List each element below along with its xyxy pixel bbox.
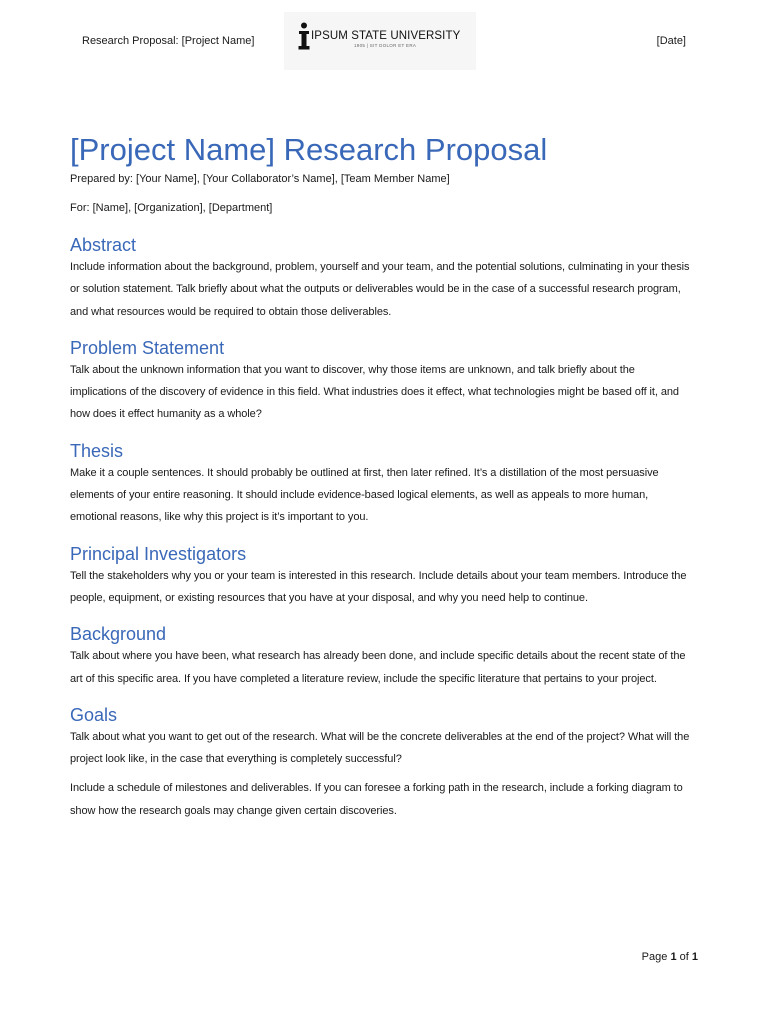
logo-tagline: 1905 | SIT DOLOR ET ERA bbox=[354, 43, 417, 48]
header-document-title: Research Proposal: [Project Name] bbox=[82, 35, 255, 47]
page-current: 1 bbox=[670, 951, 677, 963]
goals-paragraph: Talk about what you want to get out of the research. What will be the concrete deliverables at the end of the project? What will the project look like, in the case that everything is completely successful? bbox=[70, 730, 690, 766]
document-body bbox=[70, 128, 692, 822]
page-title: [Project Name] Research Proposal bbox=[70, 132, 548, 167]
background-paragraph: Talk about where you have been, what research has already been done, and include specific details about the recent state of the art of this specific area. If you have completed a literature review, include the specific literature that pertains to your project. bbox=[70, 650, 686, 685]
page-number bbox=[642, 950, 698, 964]
problem-statement-paragraph: Talk about the unknown information that you want to discover, why those items are unknown, and talk briefly about the implications of the discovery of evidence in this field. What industries does it effect, what technologies might be based off it, and how does it effect humanity as a whole? bbox=[70, 363, 679, 421]
logo-name: IPSUM STATE UNIVERSITY bbox=[311, 30, 461, 42]
header-date: [Date] bbox=[656, 35, 686, 47]
prepared-by: Prepared by: [Your Name], [Your Collaborator’s Name], [Team Member Name] bbox=[70, 173, 450, 185]
principal-investigators-heading: Principal Investigators bbox=[70, 543, 247, 564]
thesis-heading: Thesis bbox=[70, 440, 124, 461]
prepared-for: For: [Name], [Organization], [Department] bbox=[70, 202, 273, 214]
thesis-paragraph: Make it a couple sentences. It should probably be outlined at first, then later refined. It’s a distillation of the most persuasive elements of your entire reasoning. It should include evidence-based logical elements, as well as appeals to more human, emotional reasons, like why this project is it’s important to you. bbox=[70, 466, 659, 524]
university-logo bbox=[284, 12, 476, 70]
goals-schedule-paragraph: Include a schedule of milestones and deliverables. If you can foresee a forking path in the research, include a forking diagram to show how the research goals may change given certain discoveries. bbox=[70, 782, 683, 817]
abstract-heading: Abstract bbox=[70, 235, 137, 255]
principal-investigators-paragraph: Tell the stakeholders why you or your team is interested in this research. Include details about your team members. Introduce the people, equipment, or existing resources that you have at your disposal, and why you need help to continue. bbox=[70, 569, 687, 604]
page-total: 1 bbox=[691, 951, 698, 963]
abstract-paragraph: Include information about the background, problem, yourself and your team, and the potential solutions, culminating in your thesis or solution statement. Talk briefly about what the outputs or deliverables would be in the case of a successful research program, and what resources would be required to obtain those deliverables. bbox=[70, 261, 690, 318]
goals-heading: Goals bbox=[70, 704, 118, 725]
i-letter-icon bbox=[298, 22, 310, 50]
page-label: Page bbox=[641, 951, 668, 963]
of-label: of bbox=[679, 951, 689, 963]
problem-statement-heading: Problem Statement bbox=[70, 337, 225, 358]
background-heading: Background bbox=[70, 624, 167, 645]
